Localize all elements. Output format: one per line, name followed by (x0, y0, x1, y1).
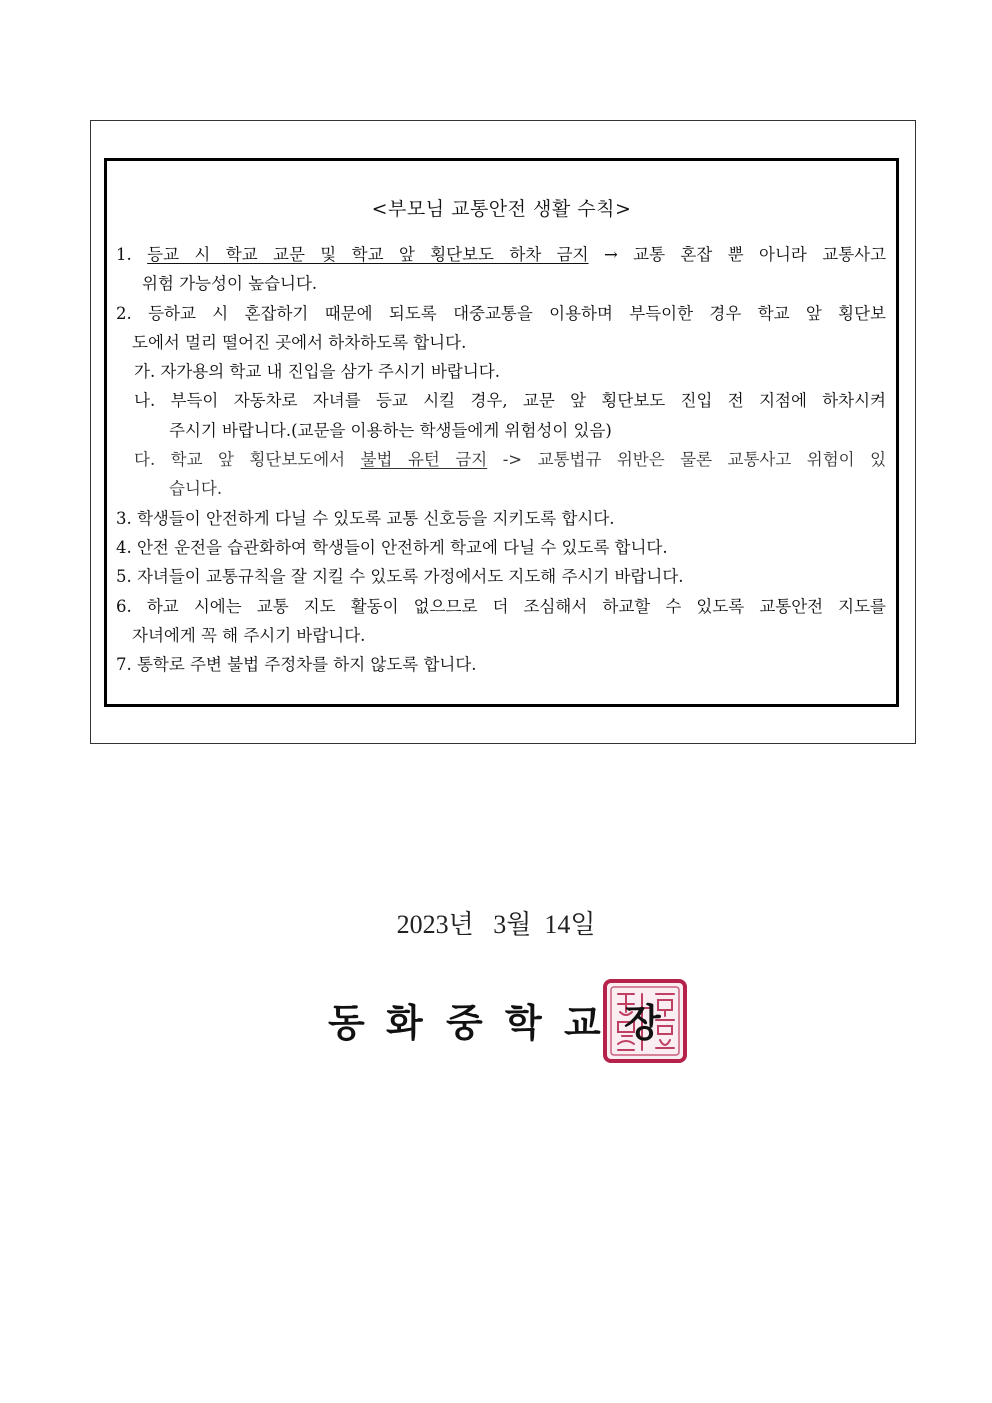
rule-1-underlined-text: 등교 시 학교 교문 및 학교 앞 횡단보도 하차 금지 (147, 245, 589, 264)
signer-char-5: 교 (564, 1001, 601, 1045)
rule-6: 6. 하교 시에는 교통 지도 활동이 없으므로 더 조심해서 하교할 수 있도록 교통안전 지도를 (116, 596, 886, 616)
rule-2: 2. 등하교 시 혼잡하기 때문에 되도록 대중교통을 이용하며 부득이한 경우 학교 앞 횡단보 (116, 303, 886, 323)
rule-2-sub-na-continuation: 주시기 바랍니다.(교문을 이용하는 학생들에게 위험성이 있음) (169, 420, 612, 440)
rule-2-sub-da (116, 445, 886, 474)
signer-char-1: 동 (328, 1001, 365, 1045)
rule-3: 3. 학생들이 안전하게 다닐 수 있도록 교통 신호등을 지키도록 합시다. (116, 508, 615, 528)
rule-2-sub-da-continuation: 습니다. (169, 479, 223, 499)
rule-4: 4. 안전 운전을 습관화하여 학생들이 안전하게 학교에 다닐 수 있도록 합니다. (116, 537, 668, 557)
date-day: 14일 (544, 910, 596, 939)
rule-2-sub-ga: 가. 자가용의 학교 내 진입을 삼가 주시기 바랍니다. (134, 362, 500, 382)
rule-2-sub-da-text: -> 교통법규 위반은 물론 교통사고 위험이 있 (487, 450, 887, 470)
signer-char-6: 장 (624, 1001, 661, 1045)
date-year: 2023년 (396, 910, 474, 939)
signer-name (328, 992, 668, 1052)
rule-1 (116, 240, 886, 269)
date-month: 3월 (493, 910, 532, 939)
rule-7: 7. 통학로 주변 불법 주정차를 하지 않도록 합니다. (116, 655, 477, 675)
issue-date (0, 904, 992, 941)
rule-2-sub-da-prefix: 다. 학교 앞 횡단보도에서 (134, 450, 361, 470)
signer-char-3: 중 (446, 1001, 483, 1045)
rule-1-text: → 교통 혼잡 뿐 아니라 교통사고 (588, 245, 887, 264)
rule-1-continuation: 위험 가능성이 높습니다. (142, 274, 318, 294)
signer-char-2: 화 (386, 1001, 423, 1045)
rule-list (116, 240, 886, 679)
rule-2-sub-na: 나. 부득이 자동차로 자녀를 등교 시킬 경우, 교문 앞 횡단보도 진입 전 지점에 하차시켜 (134, 391, 886, 411)
notice-title: <부모님 교통안전 생활 수칙> (371, 198, 632, 220)
rule-6-continuation: 자녀에게 꼭 해 주시기 바랍니다. (132, 625, 366, 645)
rule-5: 5. 자녀들이 교통규칙을 잘 지킬 수 있도록 가정에서도 지도해 주시기 바랍니다. (116, 567, 684, 587)
rule-2-sub-da-underlined-text: 불법 유턴 금지 (360, 450, 488, 470)
rule-1-number: 1. (116, 245, 132, 264)
signer-char-4: 학 (505, 1001, 542, 1045)
rule-2-continuation: 도에서 멀리 떨어진 곳에서 하차하도록 합니다. (132, 332, 467, 352)
